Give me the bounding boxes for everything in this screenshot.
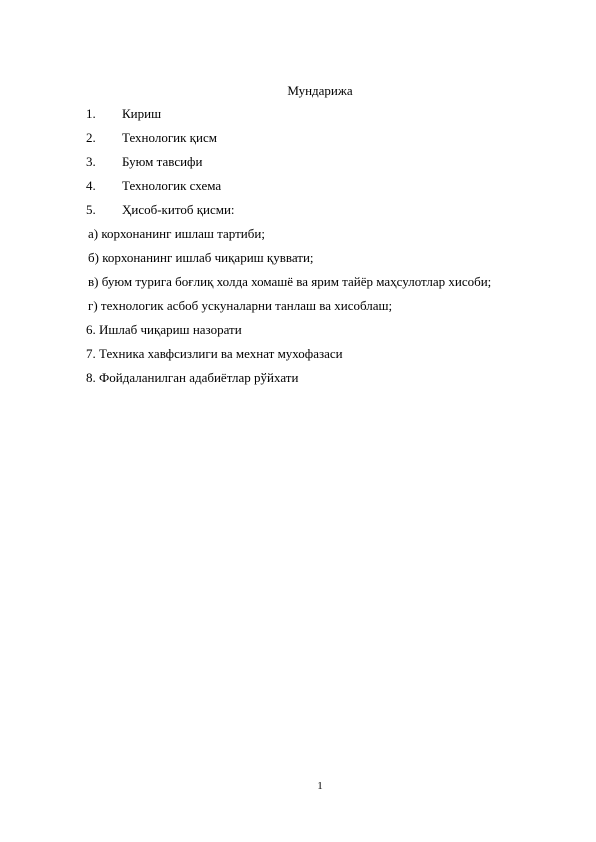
toc-item-text: Кириш (122, 106, 162, 121)
toc-item-text: Технологик қисм (122, 130, 217, 145)
contents-title: Мундарижа (287, 83, 353, 98)
toc-item-number: 3. (86, 154, 96, 169)
toc-subitem-a: а) корхонанинг ишлаш тартиби; (88, 226, 265, 241)
toc-subitem-b: б) корхонанинг ишлаб чиқариш қуввати; (88, 250, 314, 265)
page-number: 1 (317, 780, 323, 792)
toc-subitem-g: г) технологик асбоб ускуналарни танлаш ва хисоблаш; (88, 298, 393, 313)
toc-item-text: Буюм тавсифи (122, 154, 203, 169)
toc-item-8: 8. Фойдаланилган адабиётлар рўйхати (86, 370, 299, 385)
toc-item-number: 4. (86, 178, 96, 193)
toc-item-number: 1. (86, 106, 96, 121)
toc-item-7: 7. Техника хавфсизлиги ва мехнат мухофазаси (86, 346, 343, 361)
toc-subitem-v: в) буюм турига боғлиқ холда хомашё ва ярим тайёр маҳсулотлар хисоби; (88, 274, 492, 289)
toc-item-text: Технологик схема (122, 178, 222, 193)
toc-item-number: 2. (86, 130, 96, 145)
toc-item-number: 5. (86, 202, 96, 217)
toc-item-text: Ҳисоб-китоб қисми: (122, 202, 235, 217)
toc-item-6: 6. Ишлаб чиқариш назорати (86, 322, 242, 337)
